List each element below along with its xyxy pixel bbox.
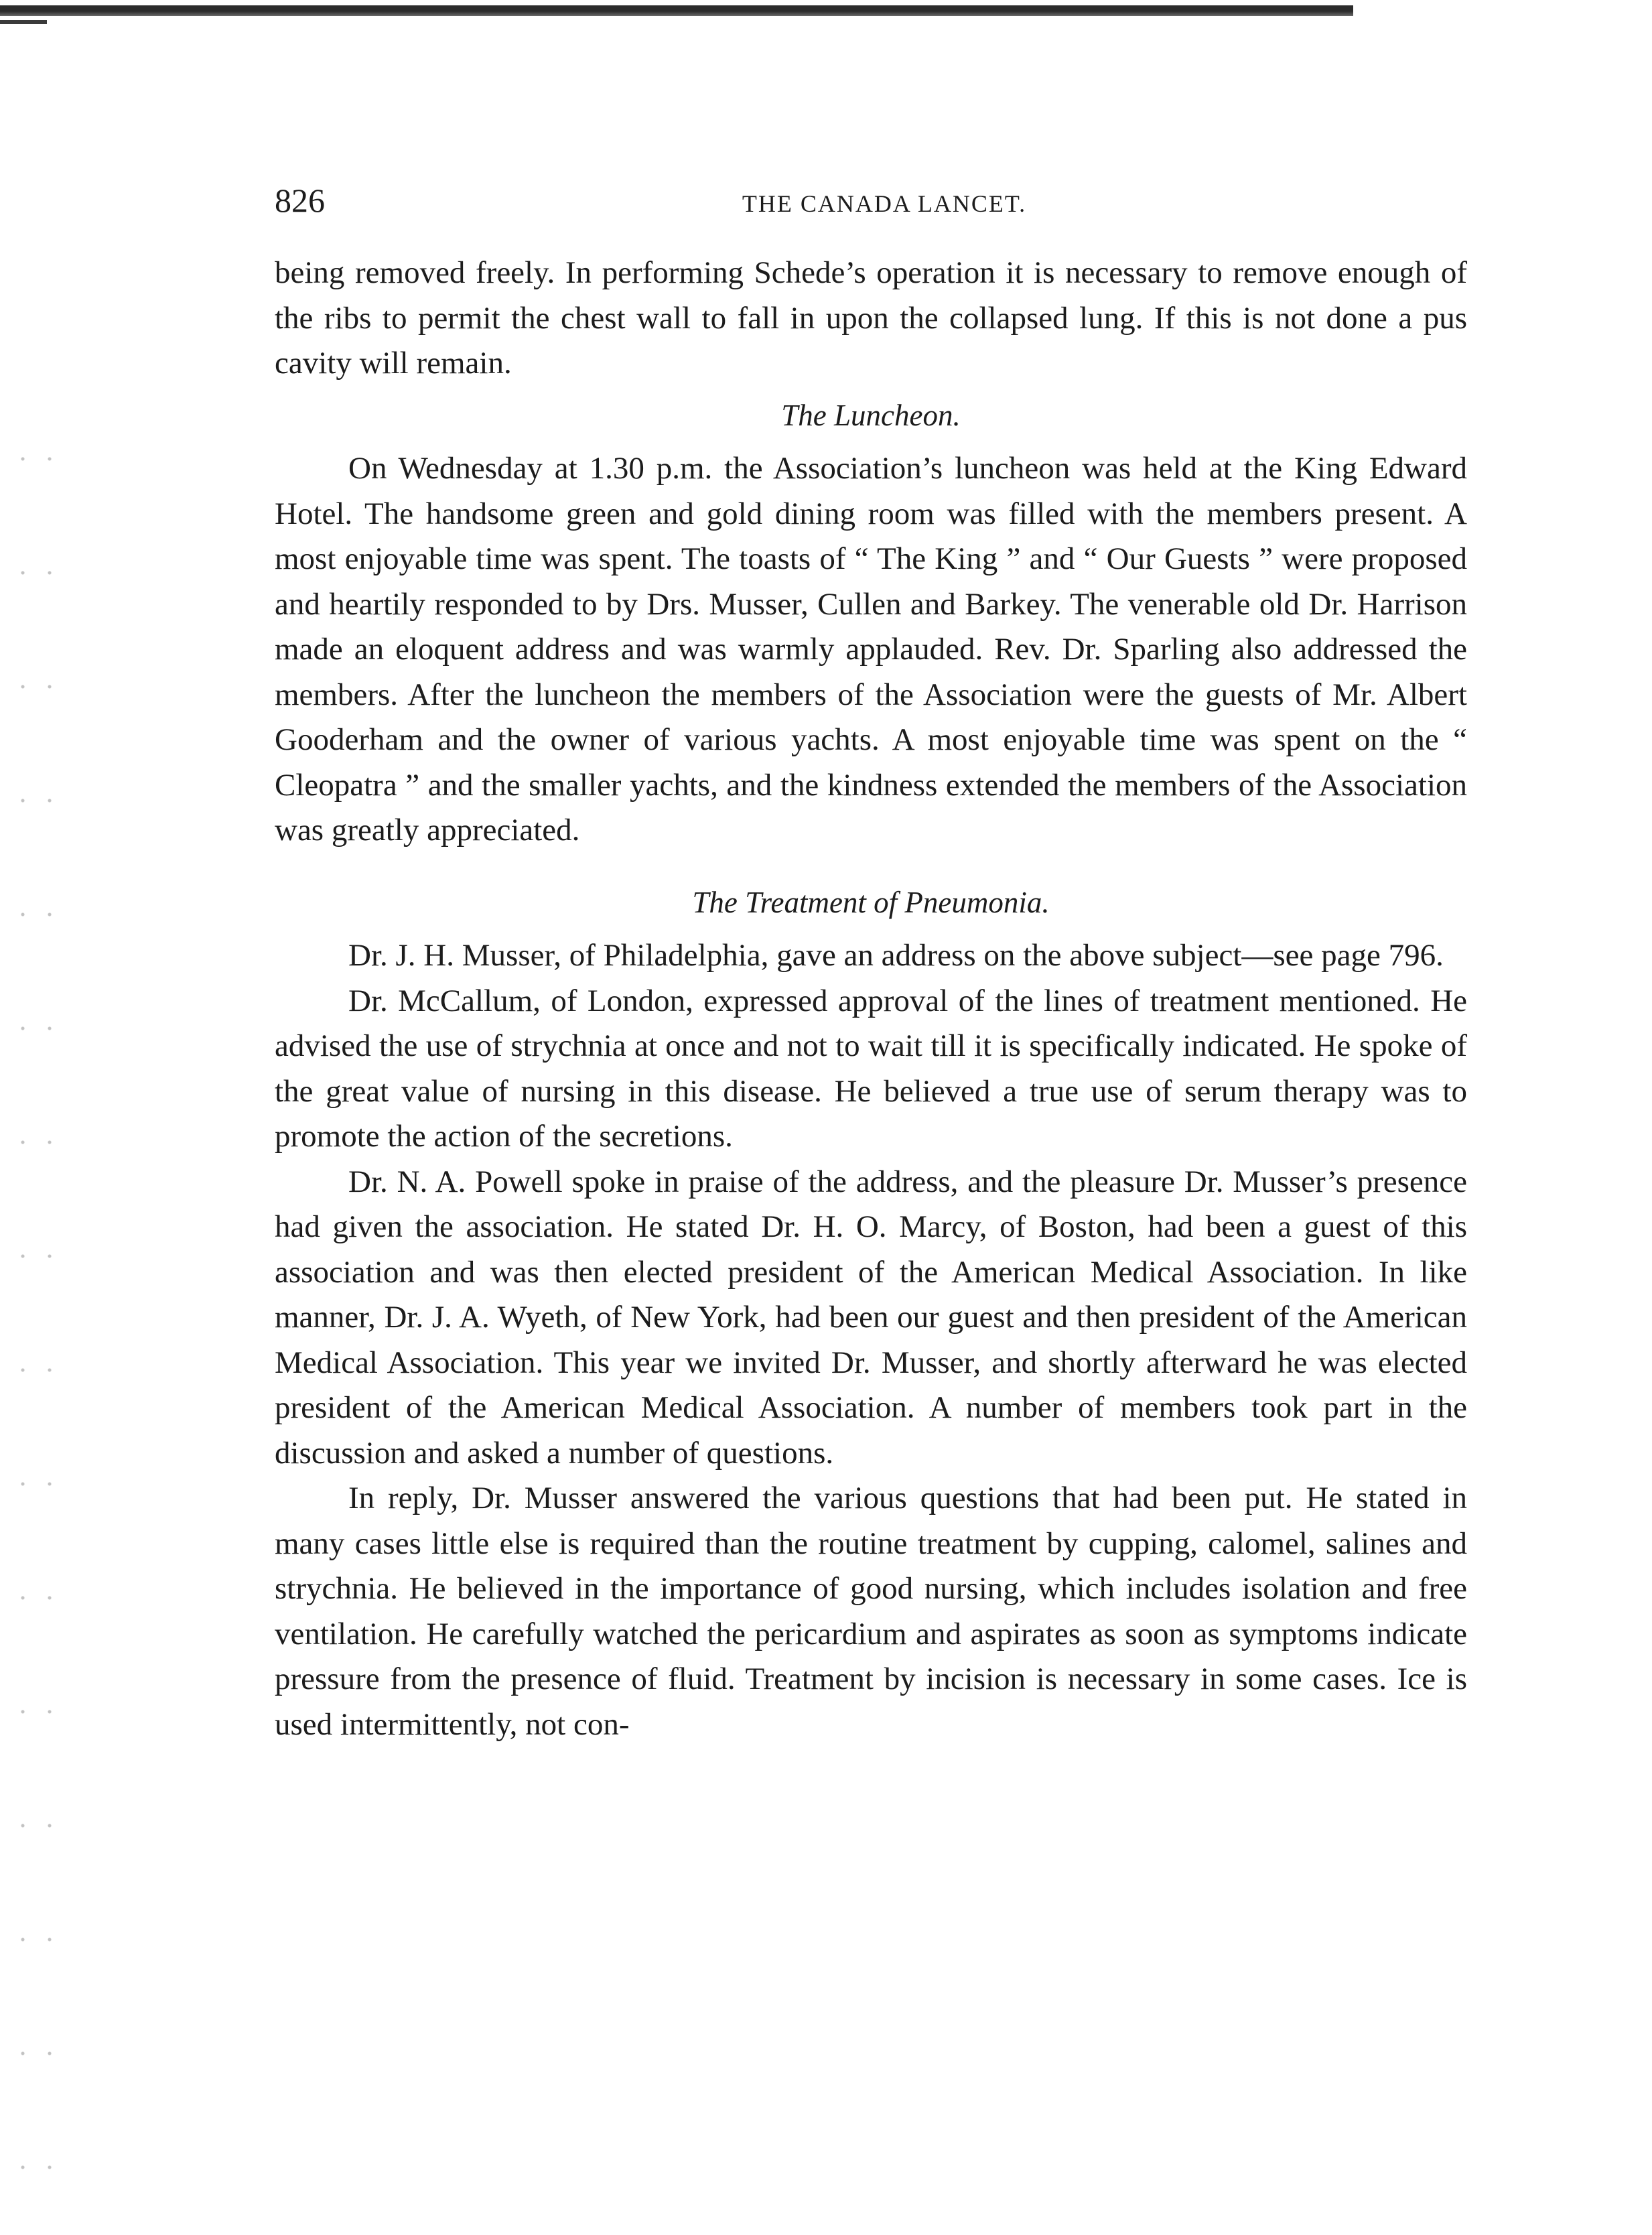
journal-title: THE CANADA LANCET. bbox=[742, 190, 1027, 217]
document-page bbox=[275, 181, 1467, 1747]
pneumonia-paragraph-musser-reply: In reply, Dr. Musser answered the various questions that had been put. He stated in many cases little else is required than the routine treatment by cupping, calomel, salines and strychnia. He believed in the importance of good nursing, which includes isolation and free ventilation. He carefully watched the pericardium and aspirates as soon as symptoms indicate pressure from the presence of fluid. Treatment by incision is necessary in some cases. Ice is used intermittently, not con- bbox=[275, 1481, 1467, 1742]
scan-top-edge-mark bbox=[0, 20, 47, 24]
running-head bbox=[275, 181, 1467, 234]
pneumonia-paragraph-powell: Dr. N. A. Powell spoke in praise of the address, and the pleasure Dr. Musser’s presence had given the association. He stated Dr. H. O. Marcy, of Boston, had been a guest of this association and was then elected president of the American Medical Association. In like manner, Dr. J. A. Wyeth, of New York, had been our guest and then president of the American Medical Association. This year we invited Dr. Musser, and shortly afterward he was elected president of the American Medical Association. A number of members took part in the discussion and asked a number of questions. bbox=[275, 1164, 1467, 1471]
pneumonia-paragraph-musser-address: Dr. J. H. Musser, of Philadelphia, gave an address on the above subject—see page 796. bbox=[348, 938, 1444, 973]
section-heading-luncheon: The Luncheon. bbox=[781, 398, 961, 432]
pneumonia-paragraph-mccallum: Dr. McCallum, of London, expressed approval of the lines of treatment mentioned. He advised the use of strychnia at once and not to wait till it is specifically indicated. He spoke of the great value of nursing in this disease. He believed a true use of serum therapy was to promote the action of the secretions. bbox=[275, 983, 1467, 1154]
section-heading-pneumonia: The Treatment of Pneumonia. bbox=[692, 885, 1050, 919]
scan-margin-specks bbox=[0, 402, 67, 2211]
page-number: 826 bbox=[275, 182, 325, 219]
continued-paragraph: being removed freely. In performing Schede’s operation it is necessary to remove enough of the ribs to permit the chest wall to fall in upon the collapsed lung. If this is not done a pus cavity will remain. bbox=[275, 255, 1467, 381]
luncheon-paragraph: On Wednesday at 1.30 p.m. the Association’s luncheon was held at the King Edward Hotel. The handsome green and gold dining room was filled with the members present. A most enjoyable time was spent. The toasts of “ The King ” and “ Our Guests ” were proposed and heartily responded to by Drs. Musser, Cullen and Barkey. The venerable old Dr. Harrison made an eloquent address and was warmly applauded. Rev. Dr. Sparling also addressed the members. After the luncheon the members of the Association were the guests of Mr. Albert Gooderham and the owner of various yachts. A most enjoyable time was spent on the “ Cleopatra ” and the smaller yachts, and the kindness extended the members of the Association was greatly appreciated. bbox=[275, 451, 1467, 848]
scan-top-edge-rule bbox=[0, 5, 1353, 16]
